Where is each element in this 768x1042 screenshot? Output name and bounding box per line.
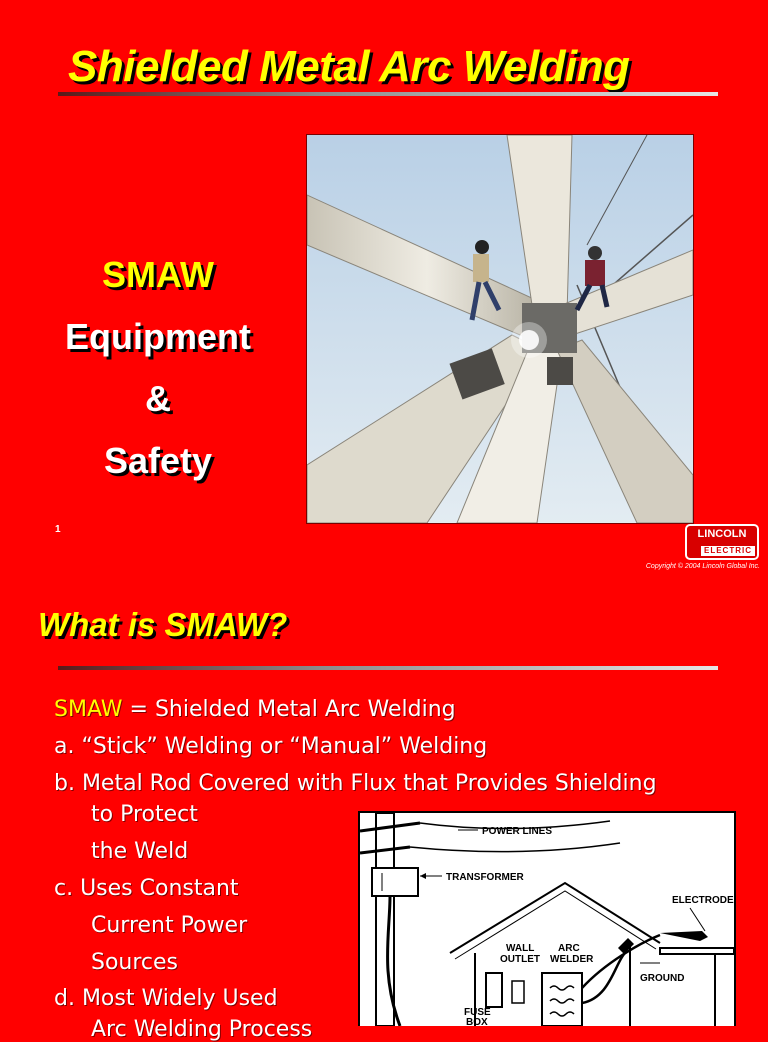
what-is-smaw-slide [0,580,768,1042]
bullet-b: b. Metal Rod Covered with Flux that Provides Shielding [54,771,657,796]
bullet-c: c. Uses Constant [54,876,239,901]
label-box: BOX [466,1017,488,1026]
smaw-setup-illustration [360,813,734,1026]
subtitle-safety: Safety [103,440,213,481]
logo-bottom-text: ELECTRIC [701,546,755,556]
bullet-c-cont-2: Sources [91,950,179,975]
definition-line [54,697,456,722]
copyright-notice: Copyright © 2004 Lincoln Global Inc. [645,563,760,570]
bullet-d-cont-1: Arc Welding Process [91,1017,313,1042]
definition-text: = Shielded Metal Arc Welding [122,697,456,722]
label-electrode: ELECTRODE [672,895,734,906]
lincoln-electric-logo [685,524,759,560]
label-arc: ARC [558,943,580,954]
bullet-b-cont-1: to Protect [91,802,198,827]
welders-on-structure-photo [306,134,694,524]
title-underline [58,92,718,96]
bullet-a: a. “Stick” Welding or “Manual” Welding [54,734,488,759]
slide-title: Shielded Metal Arc Welding [68,42,630,91]
slide-title: What is SMAW? [38,606,288,643]
subtitle-smaw: SMAW [102,254,214,295]
label-ground: GROUND [640,973,685,984]
subtitle-ampersand: & [145,378,171,419]
label-fuse: FUSE [464,1007,491,1018]
label-wall: WALL [506,943,535,954]
welders-photo-illustration [307,135,693,523]
smaw-setup-diagram [358,811,736,1026]
bullet-b-cont-2: the Weld [91,839,189,864]
label-power-lines: POWER LINES [482,826,553,837]
label-outlet: OUTLET [500,954,540,965]
label-transformer: TRANSFORMER [446,872,524,883]
logo-top-text: LINCOLN [697,528,747,540]
smaw-acronym: SMAW [54,697,123,722]
bullet-d: d. Most Widely Used [54,986,278,1011]
bullet-c-cont-1: Current Power [91,913,248,938]
subtitle-equipment: Equipment [65,316,251,357]
title-underline [58,666,718,670]
label-welder: WELDER [550,954,594,965]
page-number: 1 [55,524,61,535]
